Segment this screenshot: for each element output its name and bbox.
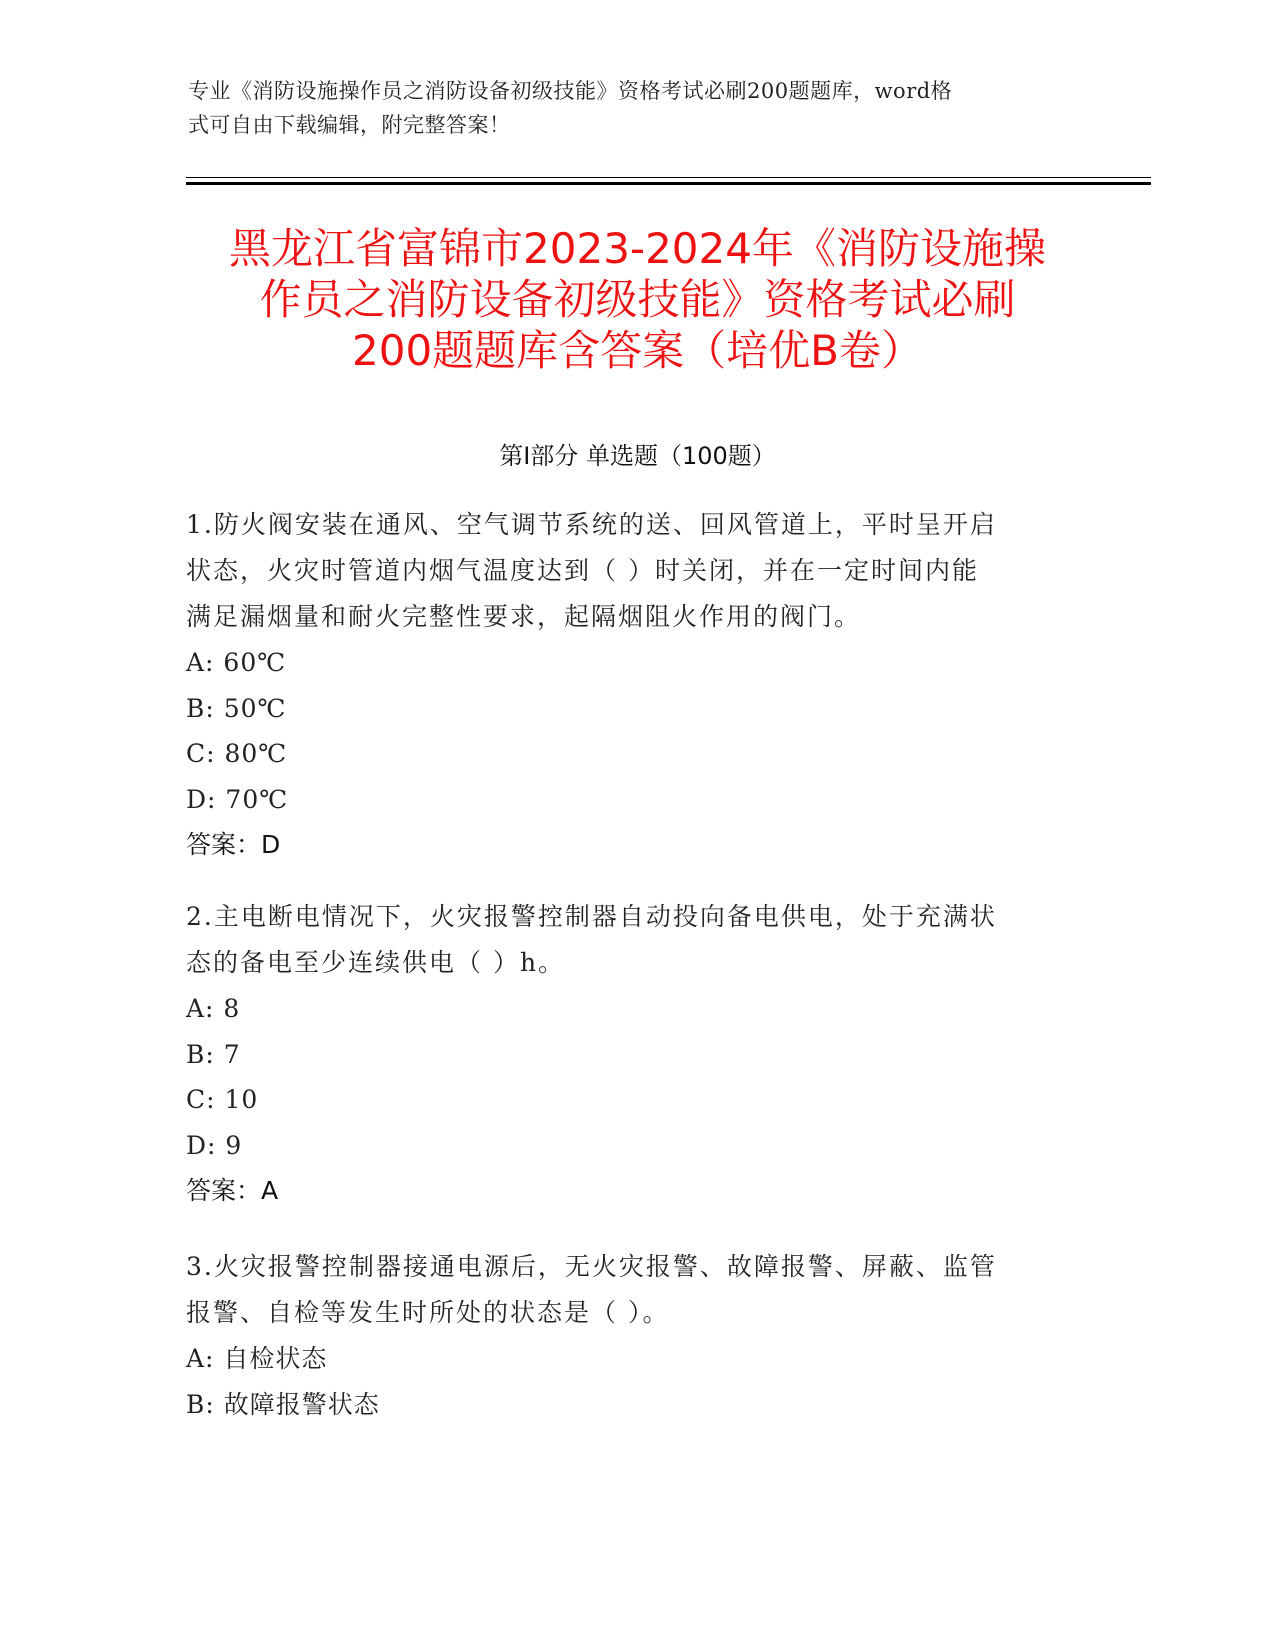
header-note	[188, 74, 1068, 142]
question-2	[186, 894, 1086, 1214]
stem-line: 满足漏烟量和耐火完整性要求，起隔烟阻火作用的阀门。	[186, 602, 862, 631]
answer-label: 答案：A	[186, 1176, 279, 1205]
option-d: D: 70℃	[186, 784, 289, 814]
option-b: B: 7	[186, 1039, 241, 1069]
stem-line: 3.火灾报警控制器接通电源后，无火灾报警、故障报警、屏蔽、监管	[186, 1252, 997, 1281]
question-stem	[186, 1244, 1086, 1336]
question-stem	[186, 502, 1086, 640]
question-1	[186, 502, 1086, 868]
option-c: C: 10	[186, 1085, 259, 1114]
option-a: A: 60℃	[186, 648, 287, 677]
stem-line: 1.防火阀安装在通风、空气调节系统的送、回风管道上，平时呈开启	[186, 510, 997, 539]
option-a: A: 自检状态	[186, 1344, 328, 1373]
option-c: C: 80℃	[186, 739, 288, 768]
stem-line: 状态，火灾时管道内烟气温度达到（ ）时关闭，并在一定时间内能	[186, 556, 979, 585]
question-stem	[186, 894, 1086, 986]
option-a: A: 8	[186, 994, 241, 1023]
question-3	[186, 1244, 1086, 1427]
title-line: 200题题库含答案（培优B卷）	[352, 326, 923, 375]
option-d: D: 9	[186, 1130, 243, 1160]
stem-line: 2.主电断电情况下，火灾报警控制器自动投向备电供电，处于充满状	[186, 902, 997, 931]
answer-label: 答案：D	[186, 830, 281, 859]
title-line: 黑龙江省富锦市2023-2024年《消防设施操	[229, 224, 1046, 273]
header-divider-thin	[186, 177, 1151, 178]
header-note-line: 专业《消防设施操作员之消防设备初级技能》资格考试必刷200题题库，word格	[188, 79, 953, 103]
option-b: B: 50℃	[186, 693, 287, 723]
header-divider-thick	[186, 182, 1151, 185]
section-title: 第Ⅰ部分 单选题（100题）	[499, 442, 776, 470]
title-line: 作员之消防设备初级技能》资格考试必刷	[259, 275, 1016, 324]
header-note-line: 式可自由下载编辑，附完整答案！	[188, 113, 511, 137]
option-b: B: 故障报警状态	[186, 1389, 380, 1419]
stem-line: 报警、自检等发生时所处的状态是（ ）。	[186, 1298, 670, 1327]
stem-line: 态的备电至少连续供电（ ）h。	[186, 948, 566, 977]
document-title	[150, 223, 1125, 376]
